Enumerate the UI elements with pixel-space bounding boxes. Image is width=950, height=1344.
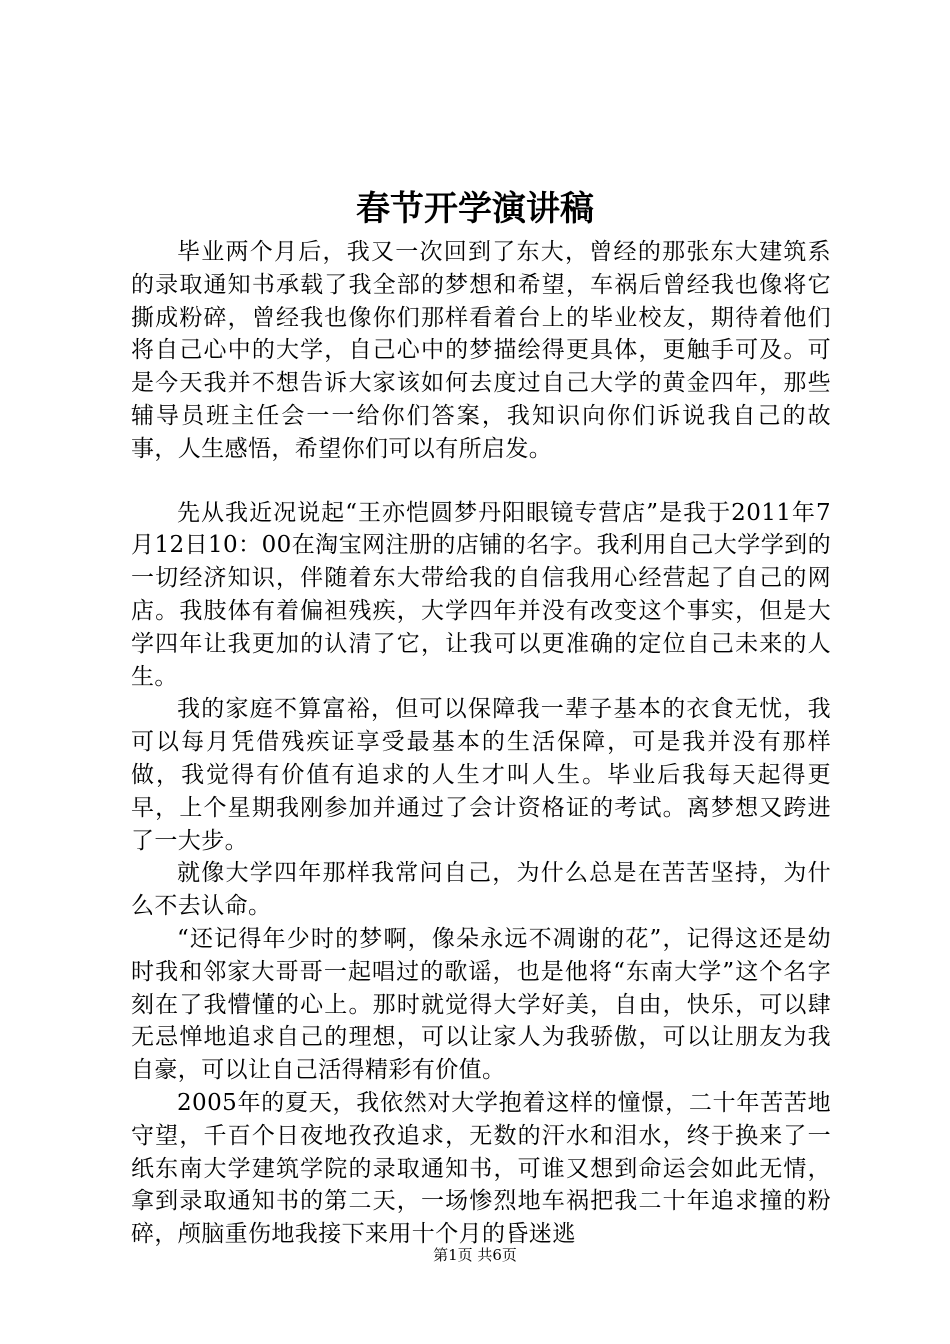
paragraph: 先从我近况说起“王亦恺圆梦丹阳眼镜专营店”是我于2011年7月12日10：00在淘宝网注册的店铺的名字。我利用自己大学学到的一切经济知识，伴随着东大带给我的自信我用心经营起了自己的网店。我肢体有着偏袒残疾，大学四年并没有改变这个事实，但是大学四年让我更加的认清了它，让我可以更准确的定位自己未来的人生。: [131, 499, 831, 690]
paragraph: 毕业两个月后，我又一次回到了东大，曾经的那张东大建筑系的录取通知书承载了我全部的梦想和希望，车祸后曾经我也像将它撕成粉碎，曾经我也像你们那样看着台上的毕业校友，期待着他们将自己心中的大学，自己心中的梦描绘得更具体，更触手可及。可是今天我并不想告诉大家该如何去度过自己大学的黄金四年，那些辅导员班主任会一一给你们答案，我知识向你们诉说我自己的故事，人生感悟，希望你们可以有所启发。: [131, 239, 831, 462]
page-footer: 第1页 共6页: [433, 1246, 517, 1264]
document-body: [131, 236, 831, 1251]
paragraph: “还记得年少时的梦啊，像朵永远不凋谢的花”，记得这还是幼时我和邻家大哥哥一起唱过的歌谣，也是他将“东南大学”这个名字刻在了我懵懂的心上。那时就觉得大学好美，自由，快乐，可以肆无忌惮地追求自己的理想，可以让家人为我骄傲，可以让朋友为我自豪，可以让自己活得精彩有价值。: [131, 925, 831, 1084]
page-title: 春节开学演讲稿: [356, 189, 594, 229]
paragraph: 我的家庭不算富裕，但可以保障我一辈子基本的衣食无忧，我可以每月凭借残疾证享受最基本的生活保障，可是我并没有那样做，我觉得有价值有追求的人生才叫人生。毕业后我每天起得更早，上个星期我刚参加并通过了会计资格证的考试。离梦想又跨进了一大步。: [131, 696, 831, 854]
paragraph: 2005年的夏天，我依然对大学抱着这样的憧憬，二十年苦苦地守望，千百个日夜地孜孜追求，无数的汗水和泪水，终于换来了一纸东南大学建筑学院的录取通知书，可谁又想到命运会如此无情，拿到录取通知书的第二天，一场惨烈地车祸把我二十年追求撞的粉碎，颅脑重伤地我接下来用十个月的昏迷逃: [131, 1089, 831, 1248]
paragraph: 就像大学四年那样我常问自己，为什么总是在苦苦坚持，为什么不去认命。: [131, 860, 831, 920]
